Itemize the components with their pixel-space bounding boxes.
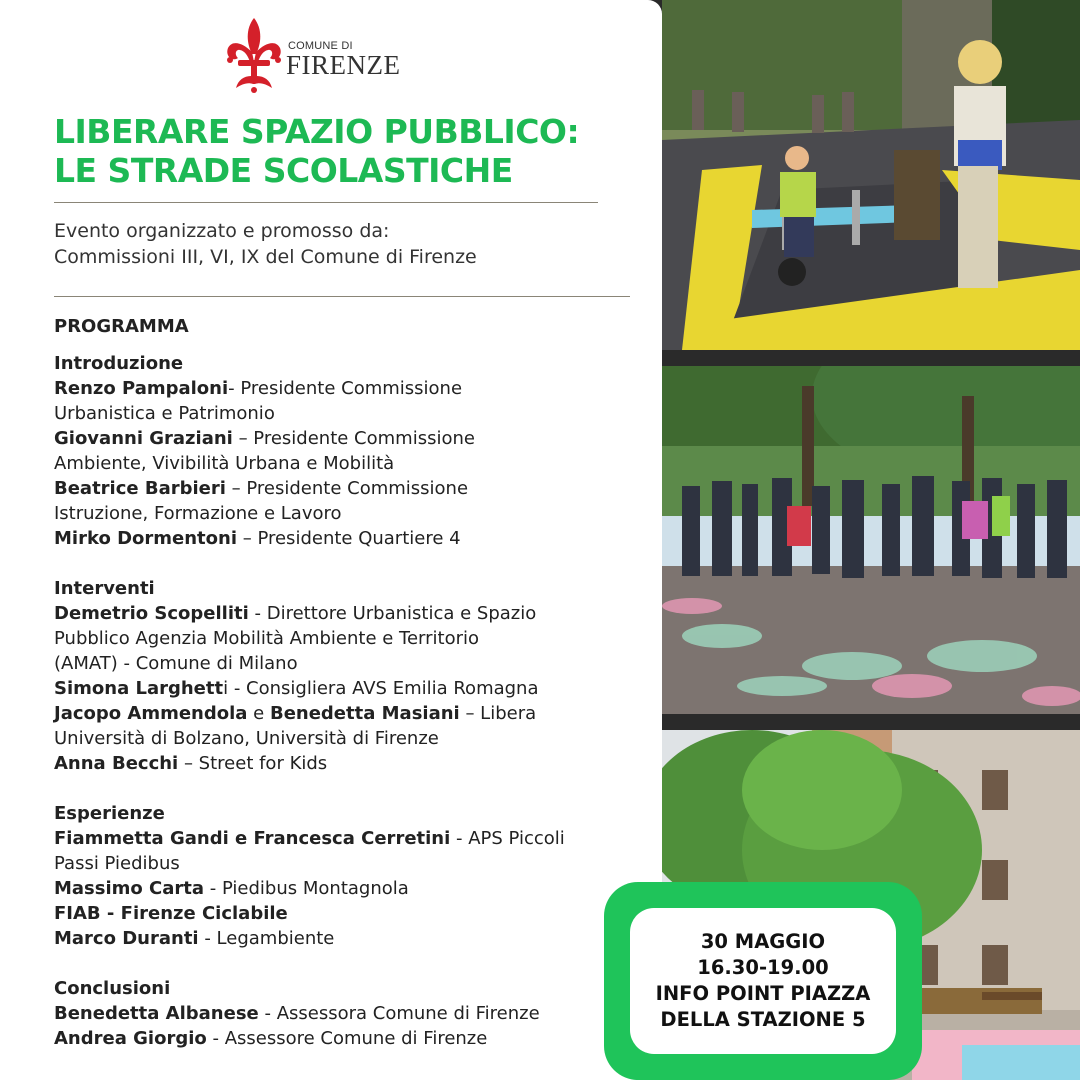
speaker-role: - Presidente Commissione bbox=[228, 378, 463, 399]
speaker-name: Giovanni Graziani bbox=[54, 428, 233, 449]
list-item bbox=[54, 901, 644, 926]
speaker-role-cont: Ambiente, Vivibilità Urbana e Mobilità bbox=[54, 453, 395, 474]
speaker-name: Simona Larghett bbox=[54, 678, 224, 699]
comune-logo bbox=[224, 16, 401, 96]
section-title-introduzione: Introduzione bbox=[54, 353, 184, 374]
organizer-line-2: Commissioni III, VI, IX del Comune di Firenze bbox=[54, 246, 477, 268]
speaker-name: Demetrio Scopelliti bbox=[54, 603, 249, 624]
list-item bbox=[54, 701, 644, 726]
section-title-interventi: Interventi bbox=[54, 578, 155, 599]
info-box-content bbox=[630, 908, 896, 1054]
program bbox=[54, 314, 644, 1051]
section-title-conclusioni: Conclusioni bbox=[54, 978, 171, 999]
list-item bbox=[54, 1026, 644, 1051]
speaker-role-cont: Istruzione, Formazione e Lavoro bbox=[54, 503, 342, 524]
speaker-name: Jacopo Ammendola bbox=[54, 703, 248, 724]
organizer-line-1: Evento organizzato e promosso da: bbox=[54, 220, 390, 242]
speaker-role: - Assessore Comune di Firenze bbox=[206, 1028, 488, 1049]
list-item bbox=[54, 826, 644, 851]
event-date: 30 MAGGIO bbox=[700, 930, 826, 953]
speaker-role-cont: Passi Piedibus bbox=[54, 853, 180, 874]
speaker-name: Fiammetta Gandi e Francesca Cerretini bbox=[54, 828, 451, 849]
list-item bbox=[54, 426, 644, 451]
speaker-name-suffix: i bbox=[223, 678, 229, 699]
divider bbox=[54, 202, 598, 203]
speaker-role: – Presidente Commissione bbox=[225, 478, 469, 499]
program-heading: PROGRAMMA bbox=[54, 316, 189, 337]
logo-line-1: COMUNE DI bbox=[288, 40, 353, 52]
list-item bbox=[54, 926, 644, 951]
speaker-role-cont: Università di Bolzano, Università di Firenze bbox=[54, 728, 439, 749]
speaker-role: - APS Piccoli bbox=[450, 828, 565, 849]
fleur-de-lis-icon bbox=[224, 16, 284, 94]
speaker-role: – Presidente Quartiere 4 bbox=[237, 528, 461, 549]
speaker-role: - Consigliera AVS Emilia Romagna bbox=[228, 678, 539, 699]
list-item bbox=[54, 476, 644, 501]
speaker-role: – Street for Kids bbox=[178, 753, 328, 774]
event-time: 16.30-19.00 bbox=[697, 956, 829, 979]
speaker-role: – Libera bbox=[459, 703, 537, 724]
speaker-role: - Legambiente bbox=[198, 928, 335, 949]
speaker-role-cont: Pubblico Agenzia Mobilità Ambiente e Territorio bbox=[54, 628, 480, 649]
speaker-role-cont: Urbanistica e Patrimonio bbox=[54, 403, 275, 424]
speaker-name: Benedetta Albanese bbox=[54, 1003, 259, 1024]
divider bbox=[54, 296, 630, 297]
speaker-name: Massimo Carta bbox=[54, 878, 205, 899]
photo-street-painted bbox=[662, 0, 1080, 350]
speaker-role: – Presidente Commissione bbox=[232, 428, 475, 449]
logo-line-2: FIRENZE bbox=[286, 50, 401, 80]
speaker-name: Mirko Dormentoni bbox=[54, 528, 237, 549]
photo-crowd-square bbox=[662, 366, 1080, 714]
speaker-joiner: e bbox=[247, 703, 270, 724]
speaker-name: Andrea Giorgio bbox=[54, 1028, 207, 1049]
speaker-role: - Direttore Urbanistica e Spazio bbox=[248, 603, 537, 624]
speaker-name: Beatrice Barbieri bbox=[54, 478, 226, 499]
speaker-name: FIAB - Firenze Ciclabile bbox=[54, 903, 288, 924]
title-line-1: LIBERARE SPAZIO PUBBLICO: bbox=[54, 112, 580, 151]
event-place-line-2: DELLA STAZIONE 5 bbox=[660, 1008, 866, 1031]
list-item bbox=[54, 601, 644, 626]
speaker-name: Marco Duranti bbox=[54, 928, 199, 949]
list-item bbox=[54, 376, 644, 401]
speaker-name-2: Benedetta Masiani bbox=[269, 703, 460, 724]
list-item bbox=[54, 676, 644, 701]
info-box bbox=[604, 882, 922, 1080]
list-item bbox=[54, 1001, 644, 1026]
list-item bbox=[54, 526, 644, 551]
speaker-name: Anna Becchi bbox=[54, 753, 179, 774]
speaker-role-cont: (AMAT) - Comune di Milano bbox=[54, 653, 298, 674]
speaker-role: - Assessora Comune di Firenze bbox=[258, 1003, 540, 1024]
event-title bbox=[54, 112, 634, 190]
organizer-text bbox=[54, 218, 644, 270]
speaker-role: - Piedibus Montagnola bbox=[204, 878, 409, 899]
title-line-2: LE STRADE SCOLASTICHE bbox=[54, 151, 513, 190]
event-place-line-1: INFO POINT PIAZZA bbox=[655, 982, 871, 1005]
section-title-esperienze: Esperienze bbox=[54, 803, 165, 824]
speaker-name: Renzo Pampaloni bbox=[54, 378, 229, 399]
list-item bbox=[54, 751, 644, 776]
list-item bbox=[54, 876, 644, 901]
